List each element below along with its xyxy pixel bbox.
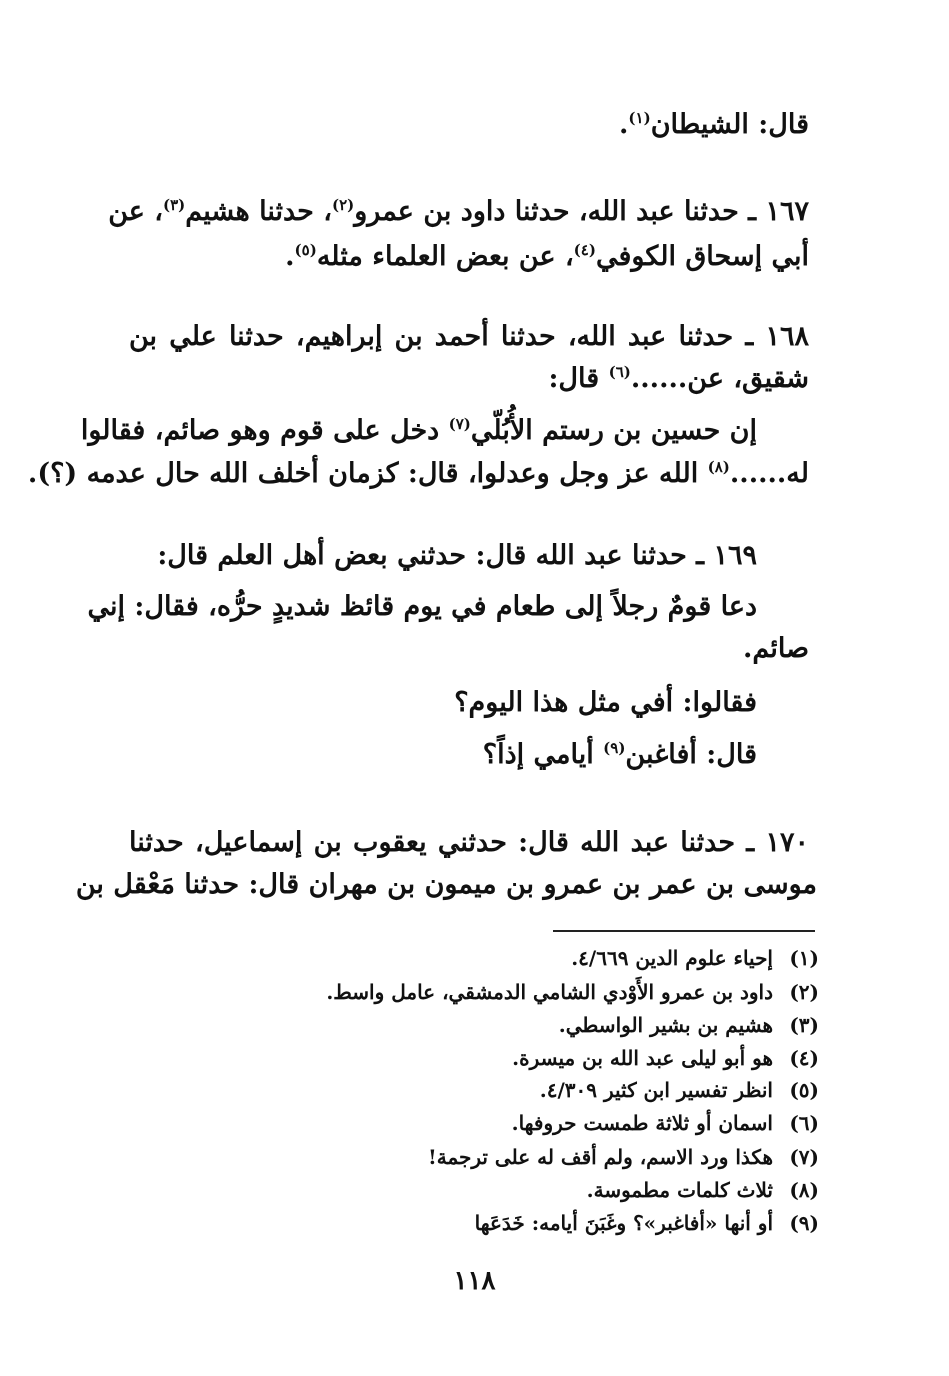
footnote-number: (١) — [789, 946, 819, 970]
text: . — [285, 241, 295, 272]
footnote-text: هو أبو ليلى عبد الله بن ميسرة. — [512, 1046, 773, 1070]
footnote-2 — [326, 977, 819, 1007]
footnote-ref: (٧) — [448, 415, 471, 433]
text: موسى بن عمر بن عمرو بن ميمون بن مهران قال: حدثنا مَعْقل بن — [75, 869, 817, 900]
entry-168-line-1 — [129, 318, 809, 356]
entry-169-dialog-1 — [454, 684, 757, 722]
footnote-number: (٣) — [789, 1013, 819, 1037]
page-number: ١١٨ — [453, 1266, 496, 1296]
entry-169-line-1 — [157, 537, 757, 575]
footnote-4 — [512, 1043, 819, 1073]
text: ـ حدثنا عبد الله قال: حدثني بعض أهل العلم قال: — [157, 540, 705, 571]
intro-end: . — [619, 109, 629, 140]
footnote-text: انظر تفسير ابن كثير ٤/٣٠٩. — [539, 1078, 773, 1102]
footnote-number: (٦) — [789, 1111, 819, 1135]
footnote-text: ثلاث كلمات مطموسة. — [586, 1178, 773, 1202]
footnote-9 — [475, 1208, 819, 1238]
footnote-number: (٩) — [789, 1211, 819, 1235]
footnote-ref: (٨) — [707, 458, 730, 476]
footnote-number: (٢) — [789, 980, 819, 1004]
entry-169-body-2 — [743, 630, 809, 668]
text: دعا قومٌ رجلاً إلى طعام في يوم قائظ شديدٍ حرُّه، فقال: إني — [87, 591, 757, 622]
text: إن حسين بن رستم الأُبُلّي — [470, 415, 757, 446]
footnote-divider — [553, 930, 815, 932]
intro-text: قال: الشيطان — [650, 109, 809, 140]
footnote-ref: (٢) — [331, 196, 355, 214]
footnote-ref: (٩) — [603, 739, 626, 757]
entry-168-line-2 — [548, 360, 809, 398]
footnote-text: داود بن عمرو الأَوْدي الشامي الدمشقي، عامل واسط. — [326, 980, 773, 1004]
text: دخل على قوم وهو صائم، فقالوا — [80, 415, 449, 446]
entry-number: ١٦٨ — [765, 321, 809, 352]
entry-number: ١٧٠ — [765, 827, 810, 858]
text: ، حدثنا هشيم — [185, 196, 332, 227]
text: ـ حدثنا عبد الله قال: حدثني يعقوب بن إسماعيل، حدثنا — [129, 827, 755, 858]
entry-169-body-1 — [87, 588, 757, 626]
entry-number: ١٦٩ — [713, 540, 757, 571]
entry-168-quote-2 — [28, 455, 809, 493]
footnote-8 — [587, 1175, 819, 1205]
footnote-number: (٧) — [789, 1145, 819, 1169]
footnote-ref: (١) — [628, 109, 651, 127]
footnote-6 — [512, 1108, 819, 1138]
text: أبي إسحاق الكوفي — [595, 241, 809, 272]
text: له...... — [729, 458, 809, 489]
footnote-ref: (٣) — [162, 196, 186, 214]
intro-line — [619, 106, 809, 144]
entry-167-line-1 — [108, 193, 809, 231]
footnote-5 — [540, 1075, 819, 1105]
footnote-number: (٤) — [789, 1046, 819, 1070]
text: قال: — [548, 363, 609, 394]
footnote-ref: (٦) — [608, 363, 631, 381]
entry-170-line-2 — [75, 866, 817, 904]
text: ، عن بعض العلماء مثله — [316, 241, 574, 272]
footnote-number: (٥) — [789, 1078, 819, 1102]
footnote-text: أو أنها «أفاغبر»؟ وغَبَنَ أيامه: خَدَعَها — [474, 1211, 773, 1235]
entry-168-quote-1 — [80, 412, 757, 450]
text: الله عز وجل وعدلوا، قال: كزمان أخلف الله حال عدمه (؟). — [27, 458, 708, 489]
text: ـ حدثنا عبد الله، حدثنا داود بن عمرو — [354, 196, 757, 227]
footnote-text: إحياء علوم الدين ٤/٦٦٩. — [571, 946, 773, 970]
footnote-text: هكذا ورد الاسم، ولم أقف له على ترجمة! — [427, 1145, 773, 1169]
footnote-7 — [428, 1142, 819, 1172]
text: قال: أفاغبن — [625, 739, 757, 770]
footnote-ref: (٥) — [294, 241, 317, 259]
footnote-3 — [559, 1010, 819, 1040]
entry-169-dialog-2 — [483, 736, 757, 774]
footnote-number: (٨) — [789, 1178, 819, 1202]
footnote-text: هشيم بن بشير الواسطي. — [558, 1013, 773, 1037]
text: أيامي إذاً؟ — [482, 739, 604, 770]
entry-number: ١٦٧ — [765, 196, 809, 227]
footnote-text: اسمان أو ثلاثة طمست حروفها. — [511, 1111, 773, 1135]
text: ، عن — [108, 196, 163, 227]
footnote-1 — [571, 943, 819, 973]
entry-170-line-1 — [129, 824, 809, 862]
text: شقيق، عن...... — [630, 363, 809, 394]
text: فقالوا: أفي مثل هذا اليوم؟ — [454, 687, 757, 718]
text: صائم. — [742, 633, 809, 664]
text: ـ حدثنا عبد الله، حدثنا أحمد بن إبراهيم، حدثنا علي بن — [129, 321, 754, 352]
footnote-ref: (٤) — [573, 241, 596, 259]
entry-167-line-2 — [285, 238, 809, 276]
